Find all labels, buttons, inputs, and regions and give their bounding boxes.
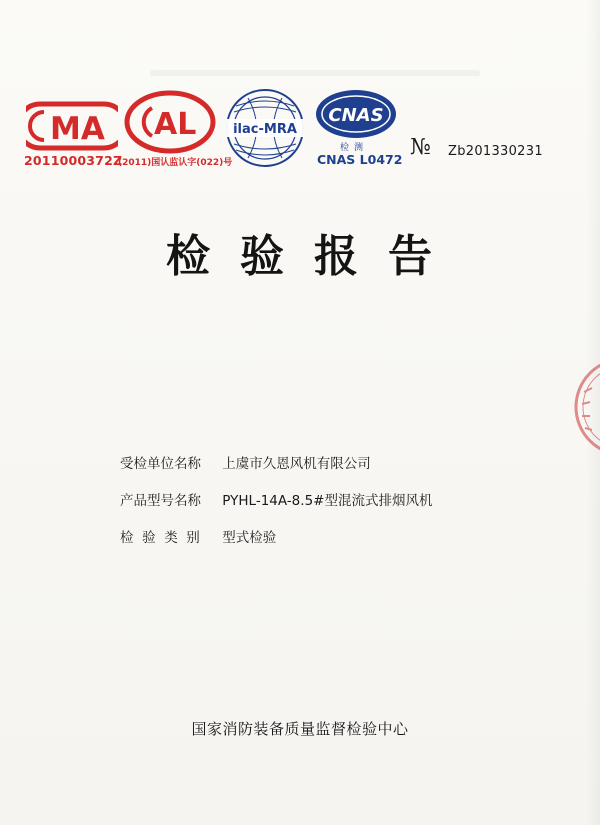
svg-text:MA: MA: [50, 111, 105, 147]
field-label: 检验类别: [120, 530, 209, 546]
field-label: 受检单位名称: [120, 456, 201, 472]
cnas-sub-label: 检测: [340, 143, 369, 153]
official-seal-icon: [568, 352, 600, 462]
cnas-accreditation-code: CNAS L0472: [317, 152, 403, 167]
svg-text:CNAS: CNAS: [328, 105, 384, 126]
report-title: 检验报告: [166, 231, 462, 282]
cal-logo-icon: [124, 90, 216, 154]
cal-certificate-code: (2011)国认监认字(022)号: [118, 158, 233, 168]
field-value: 上虞市久恩风机有限公司: [222, 456, 371, 472]
field-inspected-unit: [120, 452, 371, 472]
issuing-organization: 国家消防装备质量监督检验中心: [191, 720, 409, 738]
report-number-value: Zb201330231: [448, 144, 543, 159]
report-number-symbol: №: [410, 135, 431, 160]
cnas-logo-icon: [314, 88, 398, 140]
field-value: 型式检验: [222, 530, 277, 546]
field-label: 产品型号名称: [120, 493, 201, 509]
field-inspection-type: [120, 526, 276, 546]
svg-text:AL: AL: [154, 107, 197, 142]
field-value: PYHL-14A-8.5#型混流式排烟风机: [222, 493, 433, 509]
ilac-mra-logo-icon: [222, 88, 308, 168]
cma-certificate-code: 2011000372Z: [24, 153, 123, 168]
field-product-model: [120, 489, 432, 509]
svg-text:ilac-MRA: ilac-MRA: [233, 122, 297, 137]
background-show-through: [150, 70, 480, 76]
cma-logo-icon: [26, 100, 118, 152]
